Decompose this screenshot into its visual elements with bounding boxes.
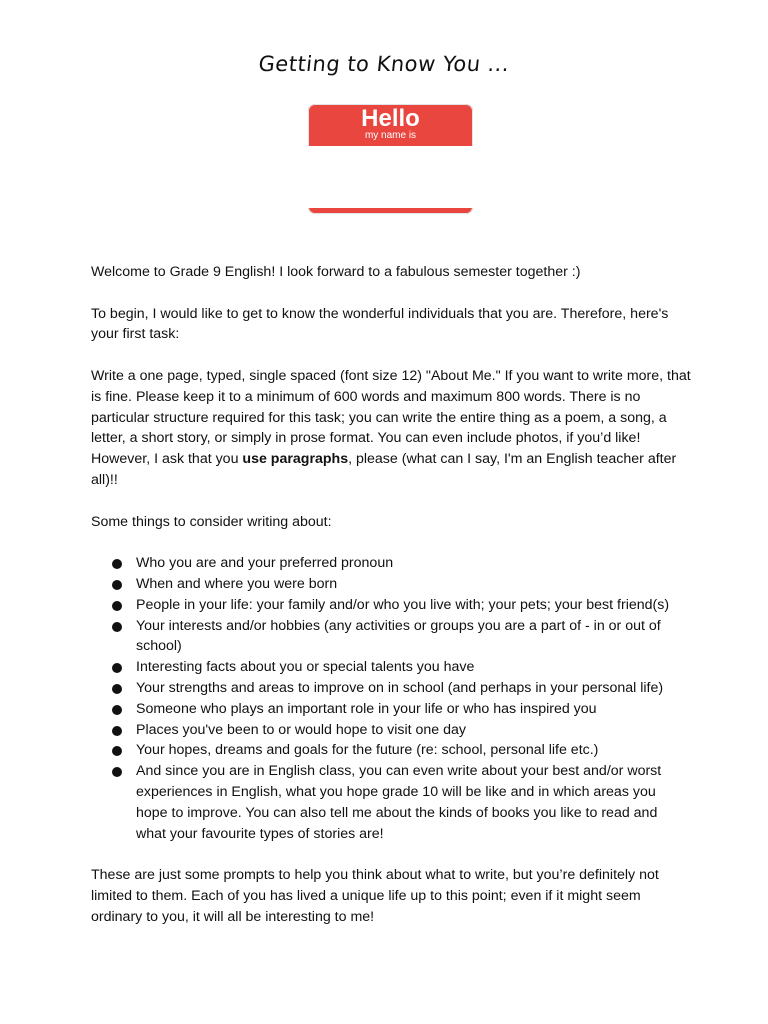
name-tag-hello: Hello [361,105,420,132]
bullet-icon [112,663,122,673]
list-item [91,678,691,699]
list-item-text: And since you are in English class, you can even write about your best and/or worst experiences in English, what you hope grade 10 will be like and in which areas you hope to improve. You can also tell me about the kinds of books you like to read and what your favourite types of stories are! [136,763,662,842]
bullet-icon [112,705,122,715]
list-item-text: Places you've been to or would hope to visit one day [136,721,467,738]
bullet-icon [112,726,122,736]
bullet-icon [112,746,122,756]
task-bold-text: use paragraphs [242,451,349,468]
bullet-icon [112,684,122,694]
prompt-list [91,553,691,844]
list-item-text: Interesting facts about you or special talents you have [136,659,475,676]
hello-name-tag [308,104,473,214]
task-paragraph [91,366,691,491]
list-item [91,574,691,595]
welcome-paragraph: Welcome to Grade 9 English! I look forward to a fabulous semester together :) [91,264,581,280]
bullet-icon [112,601,122,611]
list-item [91,553,691,574]
list-item-text: People in your life: your family and/or who you live with; your pets; your best friend(s) [136,596,670,613]
list-item [91,720,691,741]
bullet-icon [112,559,122,569]
bullet-icon [112,622,122,632]
name-tag-subtitle: my name is [364,130,417,141]
list-item-text: Your interests and/or hobbies (any activities or groups you are a part of - in or out of school) [136,617,661,655]
list-item-text: When and where you were born [136,575,338,592]
list-item [91,595,691,616]
task-text-end: , please (what can I say, I'm an English teacher after all)!! [91,451,677,488]
list-item [91,699,691,720]
page-title: Getting to Know You ... [257,52,511,76]
intro-paragraph: To begin, I would like to get to know the wonderful individuals that you are. Therefore, here's your first task: [91,305,669,343]
list-item [91,761,691,844]
bullet-icon [112,767,122,777]
list-item-text: Someone who plays an important role in your life or who has inspired you [136,700,597,717]
name-tag-blank-area [308,146,473,208]
document-body [91,262,691,948]
closing-paragraph: These are just some prompts to help you think about what to write, but you’re definitely not limited to them. Each of you has lived a unique life up to this point; even if it might seem ordinary to you, it will all be interesting to me! [91,867,659,925]
list-item [91,616,691,658]
list-item [91,657,691,678]
consider-paragraph: Some things to consider writing about: [91,513,332,530]
list-item-text: Who you are and your preferred pronoun [136,555,394,572]
name-tag-header [308,104,473,144]
list-item [91,740,691,761]
task-text-start: Write a one page, typed, single spaced (font size 12) "About Me." If you want to write more, that is fine. Please keep it to a minimum of 600 words and maximum 800 words. There is no particular structure required for this task; you can write the entire thing as a poem, a song, a letter, a short story, or simply in prose format. You can even include photos, if you’d like! However, I ask that you [91,367,691,468]
bullet-icon [112,580,122,590]
list-item-text: Your hopes, dreams and goals for the future (re: school, personal life etc.) [136,742,599,759]
list-item-text: Your strengths and areas to improve on in school (and perhaps in your personal life) [136,679,664,696]
